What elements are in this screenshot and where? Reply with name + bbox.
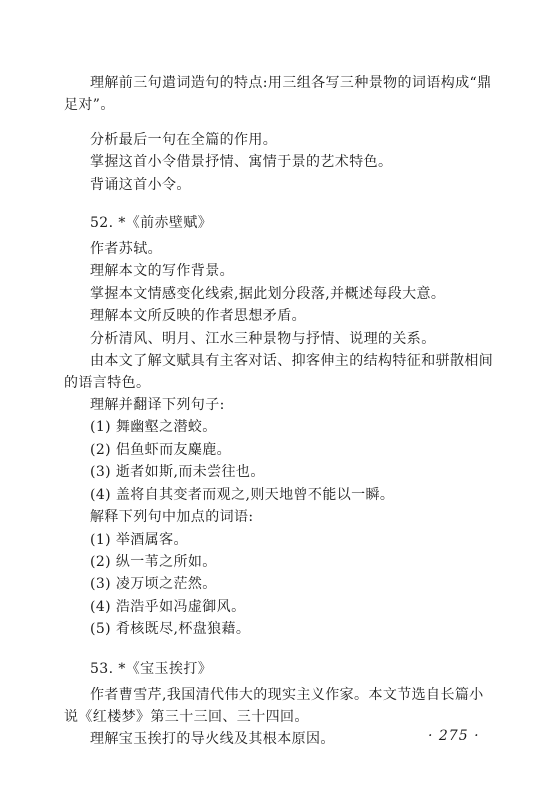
text-line: 分析清风、明月、江水三种景物与抒情、说理的关系。 xyxy=(90,331,436,347)
text-line: 作者苏轼。 xyxy=(90,241,162,257)
text-line: 作者曹雪芹,我国清代伟大的现实主义作家。本文节选自长篇小 xyxy=(90,687,484,703)
text-line: (2) 纵一苇之所如。 xyxy=(90,554,217,570)
text-line: (3) 逝者如斯,而未尝往也。 xyxy=(90,464,265,480)
text-line: 53. *《宝玉挨打》 xyxy=(90,661,213,677)
text-line: 背诵这首小令。 xyxy=(90,177,191,193)
text-line: 分析最后一句在全篇的作用。 xyxy=(90,132,278,148)
text-line: (4) 浩浩乎如冯虚御风。 xyxy=(90,599,246,615)
text-line: 说《红楼梦》第三十三回、三十四回。 xyxy=(64,709,309,725)
text-line: 由本文了解文赋具有主客对话、抑客伸主的结构特征和骈散相间 xyxy=(90,353,494,369)
text-line: (4) 盖将自其变者而观之,则天地曾不能以一瞬。 xyxy=(90,487,395,503)
text-line: (1) 舞幽壑之潜蛟。 xyxy=(90,419,217,435)
text-line: 的语言特色。 xyxy=(64,375,151,391)
text-line: (5) 肴核既尽,杯盘狼藉。 xyxy=(90,621,251,637)
text-line: (2) 侣鱼虾而友麋鹿。 xyxy=(90,442,232,458)
text-line: 52. *《前赤壁赋》 xyxy=(90,215,213,231)
text-line: 掌握这首小令借景抒情、寓情于景的艺术特色。 xyxy=(90,154,393,170)
text-line: 掌握本文情感变化线索,据此划分段落,并概述每段大意。 xyxy=(90,286,446,302)
text-line: 理解宝玉挨打的导火线及其根本原因。 xyxy=(90,731,335,747)
text-line: 理解本文的写作背景。 xyxy=(90,263,234,279)
text-line: 解释下列句中加点的词语: xyxy=(90,509,254,525)
text-line: (3) 凌万顷之茫然。 xyxy=(90,576,217,592)
text-line: (1) 举酒属客。 xyxy=(90,532,188,548)
text-line: 理解本文所反映的作者思想矛盾。 xyxy=(90,308,306,324)
text-line: 理解前三句遣词造句的特点:用三组各写三种景物的词语构成“鼎 xyxy=(90,75,492,91)
page-number: · 275 · xyxy=(428,728,480,744)
text-line: 理解并翻译下列句子: xyxy=(90,397,225,413)
text-line: 足对”。 xyxy=(64,97,115,113)
